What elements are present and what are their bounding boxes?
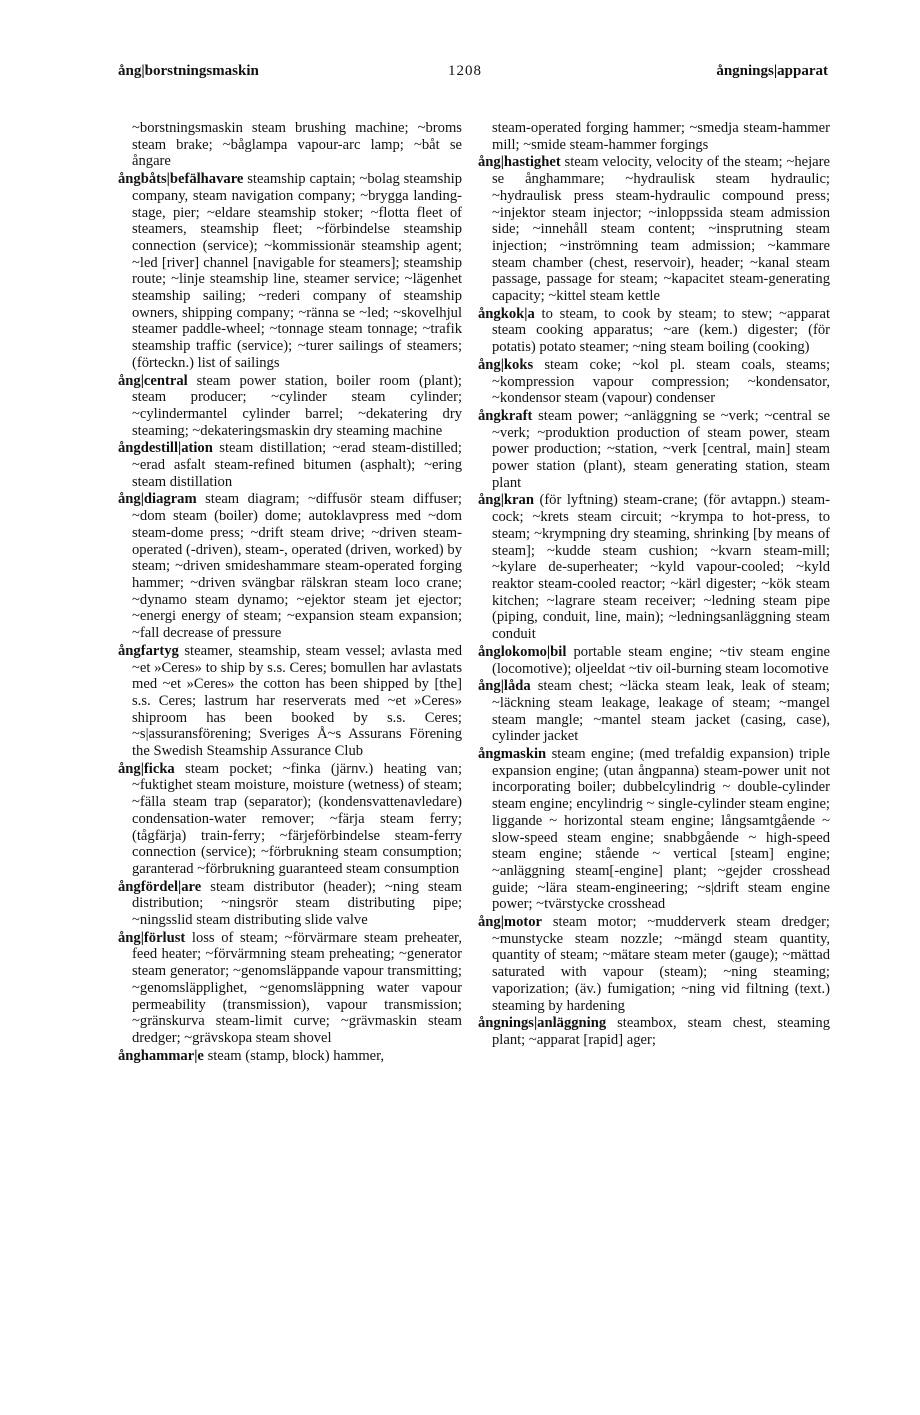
headword: ång|motor [478, 914, 543, 931]
dictionary-entry [478, 306, 830, 356]
dictionary-entry [118, 879, 462, 929]
dictionary-entry [118, 930, 462, 1047]
running-head-left: ång|borstningsmaskin [118, 63, 259, 79]
entry-definition: (för lyftning) steam-crane; (för avtappn.) steam-cock; ~krets steam circuit; ~krympa to hot-press, to steam; ~krympning dry steaming, shrinking [by means of steam]; ~kudde steam cushion; ~kvarn steam-mill; ~kylare de-superheater; ~kyld vapour-cooled; ~kyld reaktor steam-cooled reactor; ~kärl digester; ~kök steam kitchen; ~lagrare steam receiver; ~ledning steam pipe (piping, conduit, line, main); ~ledningsanläggning steam conduit [492, 492, 830, 643]
headword: ångkok|a [478, 305, 535, 322]
dictionary-entry [478, 644, 830, 677]
page-number: 1208 [448, 63, 482, 79]
entry-definition: steam distillation; ~erad steam-distilled; ~erad asfalt steam-refined bitumen (asphalt); ~ering steam distillation [132, 440, 462, 490]
headword: ånglokomo|bil [478, 643, 567, 660]
dictionary-entry [118, 440, 462, 490]
headword: ång|kran [478, 492, 534, 509]
running-head-right: ångnings|apparat [716, 63, 828, 79]
headword: ång|diagram [118, 491, 197, 508]
dictionary-entry [478, 492, 830, 642]
headword: ångbåts|befälhavare [118, 171, 244, 188]
headword: ång|hastighet [478, 154, 561, 171]
dictionary-entry [118, 373, 462, 440]
entry-definition: steam engine; (med trefaldig expansion) triple expansion engine; (utan ångpanna) steam-power unit not incorporating boiler; dubbelcylindrig ~ double-cylinder steam engine; encylindrig ~ single-cylinder steam engine; liggande ~ horizontal steam engine; långsamtgående ~ slow-speed steam engine; snabbgående ~ high-speed steam engine; stående ~ vertical [steam] engine; ~anläggning steam[-engine] plant; ~gejder crosshead guide; ~lära steam-engineering; ~s|drift steam engine power; ~tvärstycke crosshead [492, 746, 830, 913]
headword: ång|central [118, 372, 188, 389]
dictionary-entry [118, 643, 462, 760]
entry-definition: steam pocket; ~finka (järnv.) heating van; ~fuktighet steam moisture, moisture (wetness) of steam; ~fälla steam trap (separator); (kondensvattenavledare) condensation-water remover; ~färja steam ferry; (tågfärja) train-ferry; ~färjeförbindelse steam-ferry connection (service); ~förbrukning steam consumption; garanterad ~förbrukning guaranteed steam consumption [132, 760, 462, 877]
dictionary-entry [118, 171, 462, 371]
entry-definition: steam power; ~anläggning se ~verk; ~central se ~verk; ~produktion production of steam power, steam power production; ~station, ~verk [central, main] steam power station (plant), steam generating station, steam plant [492, 407, 830, 491]
entry-definition: ~borstningsmaskin steam brushing machine; ~broms steam brake; ~båglampa vapour-arc lamp; ~båt se ångare [132, 120, 462, 170]
dictionary-entry [478, 120, 830, 153]
dictionary-entry [118, 120, 462, 170]
headword: ångfartyg [118, 642, 179, 659]
headword: ång|koks [478, 356, 534, 373]
right-column [478, 120, 830, 1050]
headword: ång|låda [478, 678, 531, 695]
entry-definition: steam power station, boiler room (plant); steam producer; ~cylinder steam cylinder; ~cylindermantel cylinder barrel; ~dekatering dry steaming; ~dekateringsmaskin dry steaming machine [132, 372, 462, 439]
headword: ångnings|anläggning [478, 1015, 607, 1032]
dictionary-entry [118, 491, 462, 641]
entry-definition: steamer, steamship, steam vessel; avlasta med ~et »Ceres» to ship by s.s. Ceres; bomullen har avlastats med ~et »Ceres» the cotton has been shipped by [the] s.s. Ceres; lastrum har reserverats med ~et »Ceres» shiproom has been booked by s.s. Ceres; ~s|assuransförening; Sveriges Å~s Assurans Förening the Swedish Steamship Assurance Club [132, 642, 462, 760]
entry-definition: steam motor; ~mudderverk steam dredger; ~munstycke steam nozzle; ~mängd steam quantity, quantity of steam; ~mätare steam meter (gauge); ~mättad saturated with vapour (steam); ~ning steaming; vaporization; (äv.) fumigation; ~ning vid filtning (text.) steaming by hardening [492, 914, 830, 1014]
dictionary-entry [478, 1015, 830, 1048]
entry-definition: portable steam engine; ~tiv steam engine (locomotive); oljeeldat ~tiv oil-burning steam locomotive [492, 643, 830, 677]
left-column [118, 120, 462, 1065]
entry-definition: steam-operated forging hammer; ~smedja steam-hammer mill; ~smide steam-hammer forgings [492, 120, 830, 153]
dictionary-entry [118, 1048, 462, 1065]
entry-definition: loss of steam; ~förvärmare steam preheater, feed heater; ~förvärmning steam preheating; ~generator steam generator; ~genomsläppande vapour transmitting; ~genomsläpplighet, ~genomsläppning water vapour permeability (transmission), vapour transmission; ~gränskurva steam-limit curve; ~grävmaskin steam dredger; ~grävskopa steam shovel [132, 929, 462, 1046]
dictionary-entry [478, 678, 830, 745]
dictionary-entry [478, 357, 830, 407]
headword: ångmaskin [478, 746, 547, 763]
dictionary-entry [478, 746, 830, 913]
entry-definition: steam velocity, velocity of the steam; ~hejare se ånghammare; ~hydraulisk steam hydraulic; ~hydraulisk press steam-hydraulic compound press; ~injektor steam injector; ~inloppssida steam admission side; ~innehåll steam content; ~insprutning steam injection; ~inströmning team admission; ~kammare steam chamber (chest, reservoir), header; ~kanal steam passage, passage for steam; ~kapacitet steam-generating capacity; ~kittel steam kettle [492, 154, 830, 305]
entry-definition: steam coke; ~kol pl. steam coals, steams; ~kompression vapour compression; ~kondensator, ~kondensor steam (vapour) condenser [492, 356, 831, 407]
dictionary-entry [478, 154, 830, 304]
entry-definition: steamship captain; ~bolag steamship company, steam navigation company; ~brygga landing-stage, pier; ~eldare steamship stoker; ~flotta fleet of steamers, steamship fleet; ~förbindelse steamship connection (service); ~kommissionär steamship agent; ~led [river] channel [navigable for steamers]; steamship route; ~linje steamship line, steamer service; ~lägenhet steamship sailing; ~rederi company of steamship owners, shipping company; ~ränna se ~led; ~skovelhjul steamer paddle-wheel; ~tonnage steam tonnage; ~trafik steamship traffic (service); ~turer sailings of steamers; (förteckn.) list of sailings [132, 171, 462, 371]
entry-definition: steam (stamp, block) hammer, [207, 1047, 385, 1064]
headword: ång|förlust [118, 929, 186, 946]
dictionary-entry [478, 914, 830, 1014]
entry-definition: steambox, steam chest, steaming plant; ~apparat [rapid] ager; [492, 1015, 830, 1048]
entry-definition: steam diagram; ~diffusör steam diffuser; ~dom steam (boiler) dome; autoklavpress med ~dom steam-dome press; ~drift steam drive; ~driven steam-operated (-driven), steam-, operated (driven, worked) by steam; ~driven smideshammare steam-operated forging hammer; ~driven svängbar rälskran steam loco crane; ~dynamo steam dynamo; ~ejektor steam jet ejector; ~energi energy of steam; ~expansion steam expansion; ~fall decrease of pressure [132, 491, 462, 642]
entry-definition: to steam, to cook by steam; to stew; ~apparat steam cooking apparatus; ~are (kem.) digester; (för potatis) potato steamer; ~ning steam boiling (cooking) [492, 305, 830, 356]
entry-definition: steam chest; ~läcka steam leak, leak of steam; ~läckning steam leakage, leakage of steam; ~mangel steam mangle; ~mantel steam jacket (casing, case), cylinder jacket [492, 678, 830, 745]
dictionary-entry [478, 408, 830, 492]
headword: ånghammar|e [118, 1047, 204, 1064]
entry-definition: steam distributor (header); ~ning steam distribution; ~ningsrör steam distributing pipe; ~ningsslid steam distributing slide valve [132, 878, 463, 929]
headword: ångfördel|are [118, 878, 202, 895]
headword: ång|ficka [118, 760, 175, 777]
headword: ångdestill|ation [118, 440, 213, 457]
headword: ångkraft [478, 407, 533, 424]
dictionary-entry [118, 761, 462, 878]
